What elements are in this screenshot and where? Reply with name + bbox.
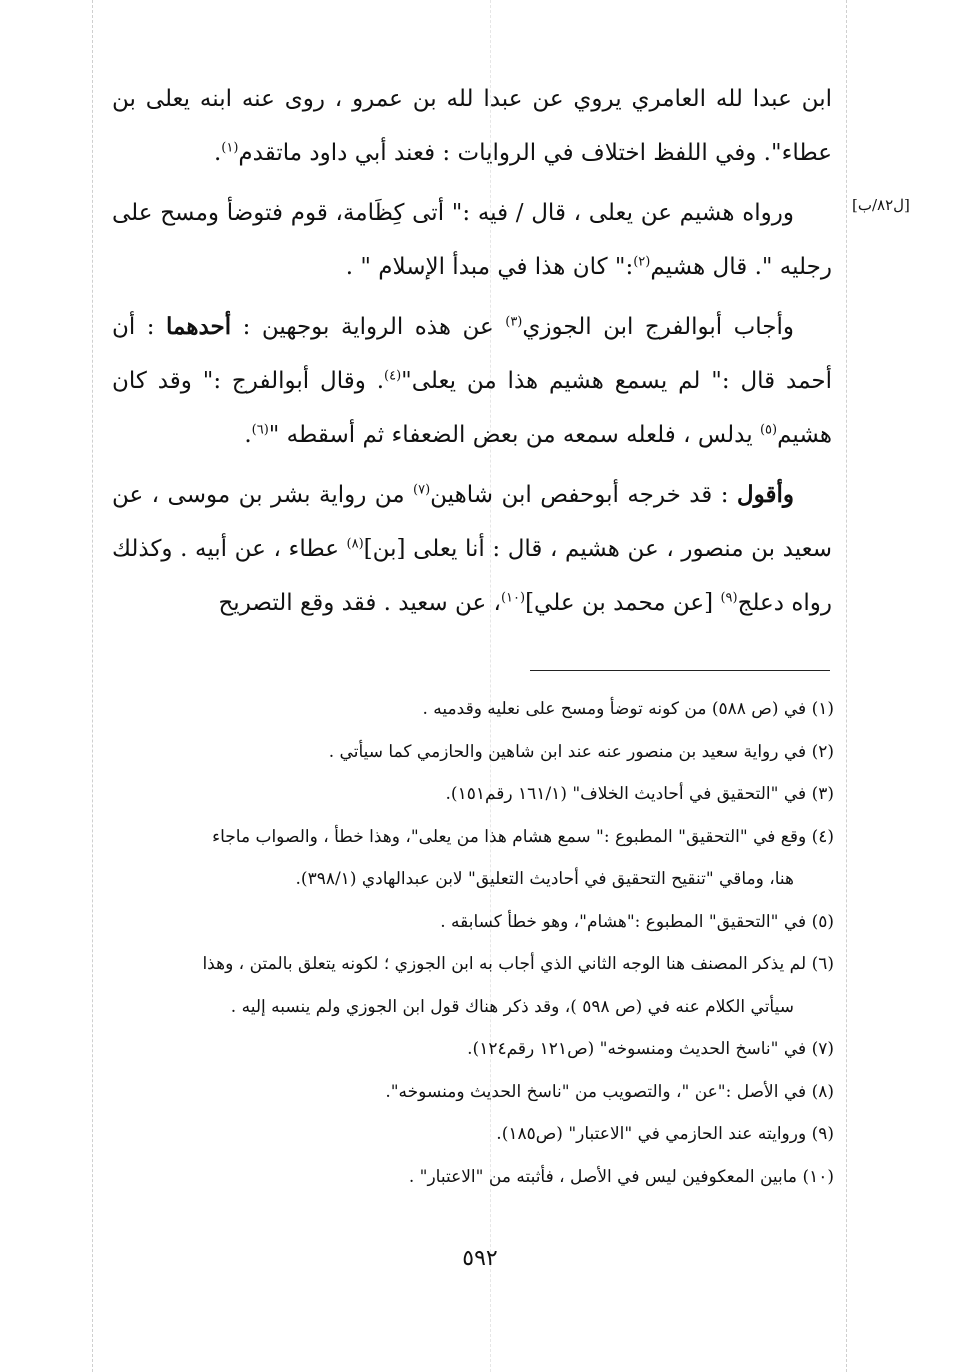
main-text <box>112 72 832 636</box>
text-run: : قد خرجه أبوحفص ابن شاهين <box>430 482 737 508</box>
text-run: وأجاب أبوالفرج ابن الجوزي <box>522 314 795 340</box>
footnote-number: (١٠) <box>802 1166 834 1187</box>
footnote-5 <box>112 901 834 944</box>
footnotes <box>112 688 834 1198</box>
footnote-7 <box>112 1028 834 1071</box>
footnote-marker[interactable]: (١٠) <box>500 590 526 606</box>
footnote-continuation: هنا، وماقي "تنقيح التحقيق في أحاديث التعليق" لابن عبدالهادي (٣٩٨/١). <box>295 869 794 889</box>
footnote-number: (٥) <box>811 911 834 932</box>
text-run: عن هذه الرواية بوجهين : <box>231 314 506 340</box>
footnote-marker[interactable]: (٢) <box>633 254 651 270</box>
text-run: : أن أحمد قال :" لم يسمع هشيم هذا من يعلى" <box>112 314 832 394</box>
footnote-3 <box>112 773 834 816</box>
footnote-9 <box>112 1113 834 1156</box>
manuscript-folio-reference: [ل٨٢/ب] <box>852 196 910 214</box>
footnote-number: (٣) <box>811 784 834 804</box>
text-run: ابن عبدا لله العامري يروي عن عبدا لله بن عمرو ، روى عنه ابنه يعلى بن عطاء". وفي اللفظ اختلاف في الروايات : فعند أبي داود ماتقدم <box>112 86 832 166</box>
text-run: :" كان هذا في مبدأ الإسلام " . <box>345 254 634 280</box>
footnote-marker[interactable]: (٤) <box>384 368 402 384</box>
footnote-text: وروايته عند الحازمي في "الاعتبار" (ص١٨٥). <box>496 1124 807 1144</box>
footnote-marker[interactable]: (٣) <box>505 314 523 330</box>
footnote-marker[interactable]: (٥) <box>759 422 778 438</box>
footnote-marker[interactable]: (٦) <box>251 422 269 438</box>
scan-guide-left <box>92 0 93 1372</box>
footnote-1 <box>112 688 834 731</box>
footnote-text: في "ناسخ الحديث ومنسوخه" (ص١٢١ رقم١٢٤). <box>467 1039 807 1059</box>
footnote-text: في "التحقيق" المطبوع :"هشام"، وهو خطأ كسابقه . <box>440 911 807 932</box>
footnote-text: وقع في "التحقيق" المطبوع :" سمع هشام هذا من يعلى"، وهذا خطأ ، والصواب ماجاء <box>212 826 807 847</box>
footnote-number: (٩) <box>811 1124 834 1144</box>
footnote-number: (٤) <box>811 826 834 847</box>
paragraph-4 <box>112 468 832 630</box>
footnote-text: في (ص ٥٨٨) من كونه توضأ ومسح على نعليه وقدميه . <box>422 699 807 719</box>
footnote-6 <box>112 943 834 1028</box>
text-run: [عن محمد بن علي] <box>525 590 721 616</box>
paragraph-1 <box>112 72 832 180</box>
footnote-number: (١) <box>811 699 834 719</box>
text-run: . وقال أبوالفرج :" وقد كان هشيم <box>112 368 832 448</box>
text-run: من رواية بشر بن موسى ، عن سعيد بن منصور ، عن هشيم ، قال : أنا يعلى [بن] <box>112 482 832 562</box>
footnote-marker[interactable]: (٧) <box>413 482 431 498</box>
footnote-4 <box>112 816 834 901</box>
page-number: ٥٩٢ <box>462 1246 498 1271</box>
bold-term: أحدهما <box>166 313 232 340</box>
paragraph-2 <box>112 186 832 294</box>
footnote-marker[interactable]: (١) <box>221 140 239 156</box>
paragraph-3 <box>112 300 832 462</box>
footnote-10 <box>112 1156 834 1199</box>
text-run: ورواه هشيم عن يعلى ، قال / فيه :" أتى كِظَامة، قوم فتوضأ ومسح على رجليه ". قال هشيم <box>112 200 832 280</box>
footnote-number: (٨) <box>811 1081 834 1102</box>
footnote-text: لم يذكر المصنف هنا الوجه الثاني الذي أجاب به ابن الجوزي ؛ لكونه يتعلق بالمتن ، وهذا <box>202 954 807 974</box>
footnote-2 <box>112 731 834 774</box>
text-run: عطاء ، عن أبيه . وكذلك رواه دعلج <box>112 536 832 616</box>
footnote-number: (٦) <box>811 954 834 974</box>
footnote-continuation: سيأتي الكلام عنه في (ص ٥٩٨ )، وقد ذكر هناك قول ابن الجوزي ولم ينسبه إليه . <box>230 996 794 1017</box>
text-run: ، عن سعيد . فقد وقع التصريح <box>218 590 501 616</box>
footnote-marker[interactable]: (٩) <box>720 590 738 606</box>
footnote-text: في الأصل :"عن "، والتصويب من "ناسخ الحديث ومنسوخه". <box>385 1081 807 1102</box>
footnote-text: في رواية سعيد بن منصور عنه عند ابن شاهين والحازمي كما سيأتي . <box>328 741 807 762</box>
footnote-text: مابين المعكوفين ليس في الأصل ، فأثبته من "الاعتبار" . <box>408 1166 798 1187</box>
bold-term: وأقول <box>736 481 795 508</box>
footnote-number: (٧) <box>811 1039 834 1059</box>
text-run: يدلس ، فلعله سمعه من بعض الضعفاء ثم أسقطه " <box>268 422 760 448</box>
footnote-8 <box>112 1071 834 1114</box>
footnote-marker[interactable]: (٨) <box>346 536 364 552</box>
text-run: . <box>244 422 252 448</box>
footnote-number: (٢) <box>811 741 834 762</box>
footnote-separator <box>530 670 830 671</box>
footnote-text: في "التحقيق في أحاديث الخلاف" (١٦١/١ رقم١٥١). <box>445 784 807 804</box>
text-run: . <box>213 140 222 166</box>
scan-guide-right <box>846 0 847 1372</box>
